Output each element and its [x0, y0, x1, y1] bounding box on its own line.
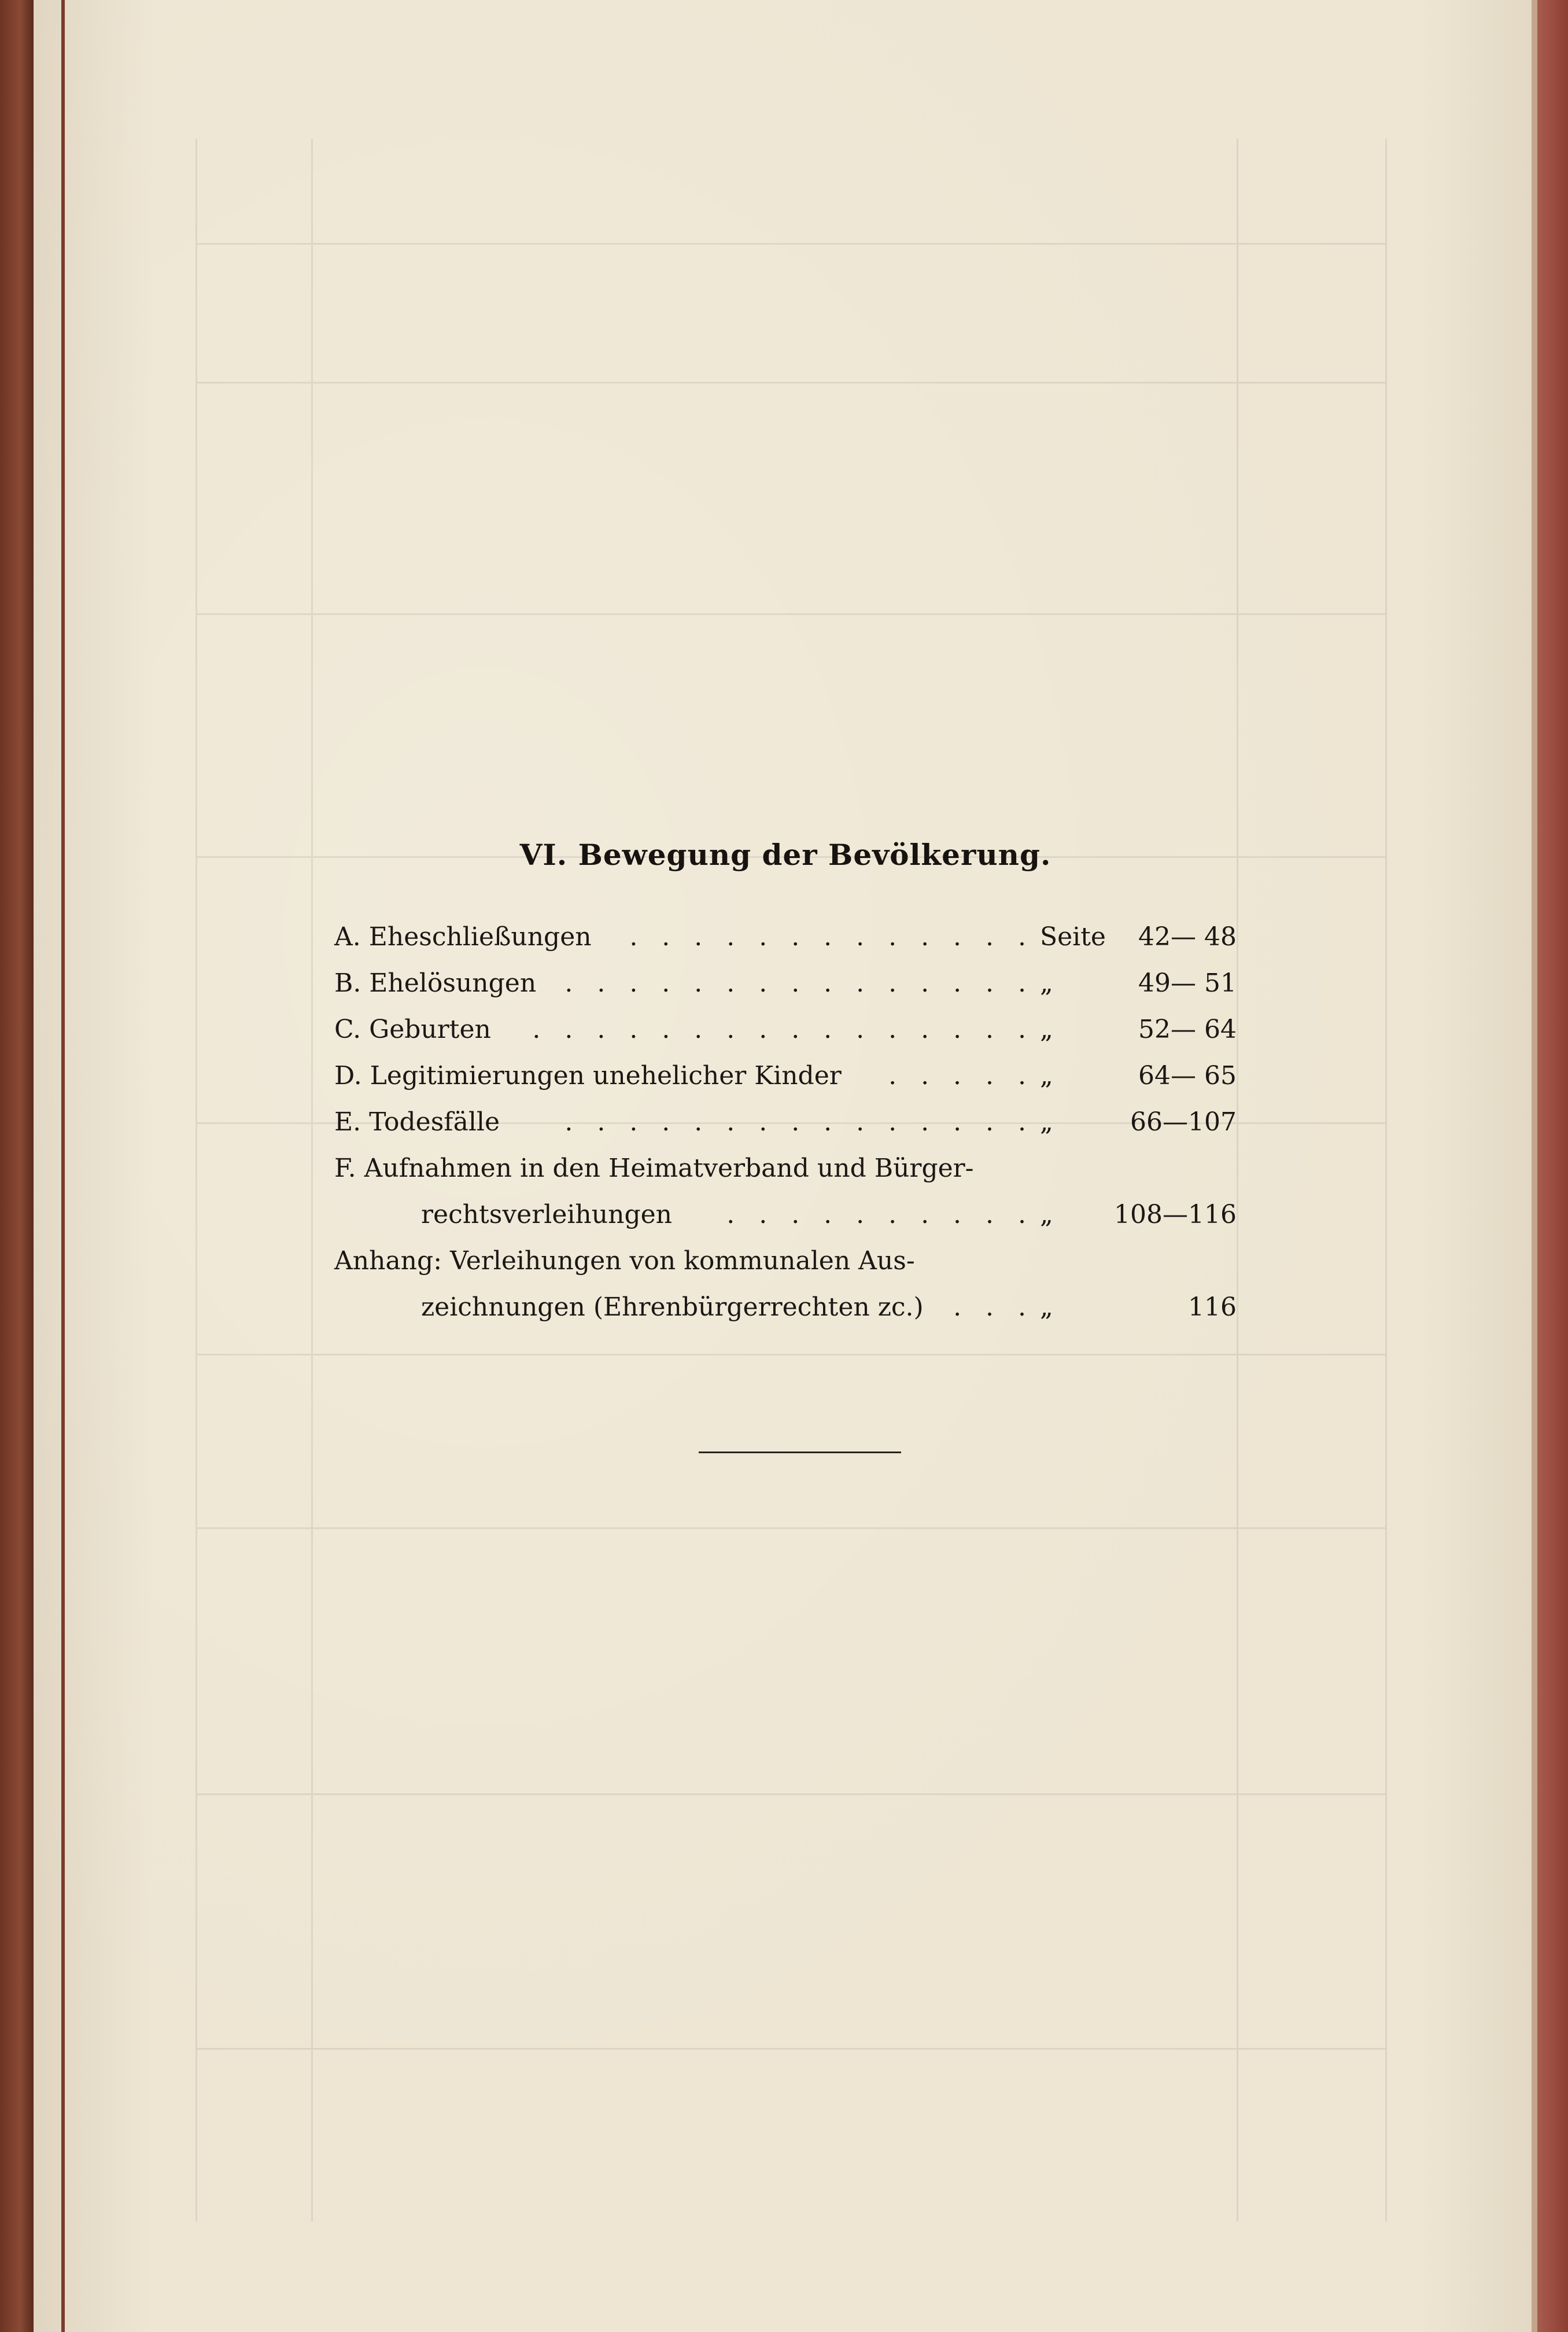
book-page [34, 0, 1537, 2332]
toc-entry-label: C. Geburten [334, 1015, 491, 1044]
toc-entry-label: E. Todesfälle [334, 1107, 500, 1137]
toc-entry-pages: 64— 65 [1138, 1061, 1237, 1091]
toc-entry-leader-dots: . . . . . . . . . . . . . . . [565, 968, 1034, 998]
toc-entry-leader-dots: . . . . . . . . . . . . . . . [565, 1107, 1034, 1137]
toc-entry-pages: 42— 48 [1138, 922, 1237, 952]
toc-entry-pages: 116 [1188, 1292, 1237, 1322]
toc-entry [334, 1099, 1237, 1145]
toc-entry-pages: 108—116 [1114, 1200, 1237, 1229]
book-binding [0, 0, 34, 2332]
toc-entry-pages: 49— 51 [1138, 968, 1237, 998]
toc-entry-leader-dots: . . . . . . . . . . [726, 1200, 1034, 1229]
toc-entry-leader-dots: . . . [953, 1292, 1034, 1322]
page-edge [1532, 0, 1537, 2332]
toc-entry-label: B. Ehelösungen [334, 968, 537, 998]
toc-entry-label: zeichnungen (Ehrenbürgerrechten zc.) [421, 1292, 924, 1322]
toc-entry-pages: 66—107 [1130, 1107, 1237, 1137]
gutter-line [61, 0, 65, 2332]
toc-entry-page-prefix: Seite [1040, 922, 1106, 952]
toc-entry-leader-dots: . . . . . . . . . . . . . . . . [532, 1015, 1034, 1044]
toc-entry-page-prefix: „ [1040, 1200, 1053, 1229]
cover-edge [1537, 0, 1568, 2332]
toc-entry [334, 914, 1237, 960]
toc-entry-pages: 52— 64 [1138, 1015, 1237, 1044]
toc-entry-page-prefix: „ [1040, 1061, 1053, 1091]
closing-rule [699, 1451, 901, 1453]
toc-entry-label: rechtsverleihungen [421, 1200, 672, 1229]
table-of-contents [334, 914, 1237, 1331]
toc-entry-label: D. Legitimierungen unehelicher Kinder [334, 1061, 842, 1091]
toc-entry-page-prefix: „ [1040, 1015, 1053, 1044]
toc-entry-leader-dots: . . . . . [888, 1061, 1034, 1091]
toc-entry-page-prefix: „ [1040, 1107, 1053, 1137]
toc-entry-label: A. Eheschließungen [334, 922, 592, 952]
toc-entry-leader-dots: . . . . . . . . . . . . . [629, 922, 1034, 952]
toc-entry [334, 1053, 1237, 1099]
toc-entry [334, 1284, 1237, 1331]
toc-entry [334, 1145, 1237, 1192]
toc-entry-page-prefix: „ [1040, 1292, 1053, 1322]
toc-entry-label: F. Aufnahmen in den Heimatverband und Bürger- [334, 1154, 974, 1183]
toc-entry-label: Anhang: Verleihungen von kommunalen Aus- [334, 1246, 915, 1276]
toc-entry-page-prefix: „ [1040, 968, 1053, 998]
toc-entry [334, 960, 1237, 1007]
toc-entry [334, 1007, 1237, 1053]
toc-entry [334, 1238, 1237, 1284]
toc-entry [334, 1192, 1237, 1238]
section-heading: VI. Bewegung der Bevölkerung. [519, 838, 1052, 872]
